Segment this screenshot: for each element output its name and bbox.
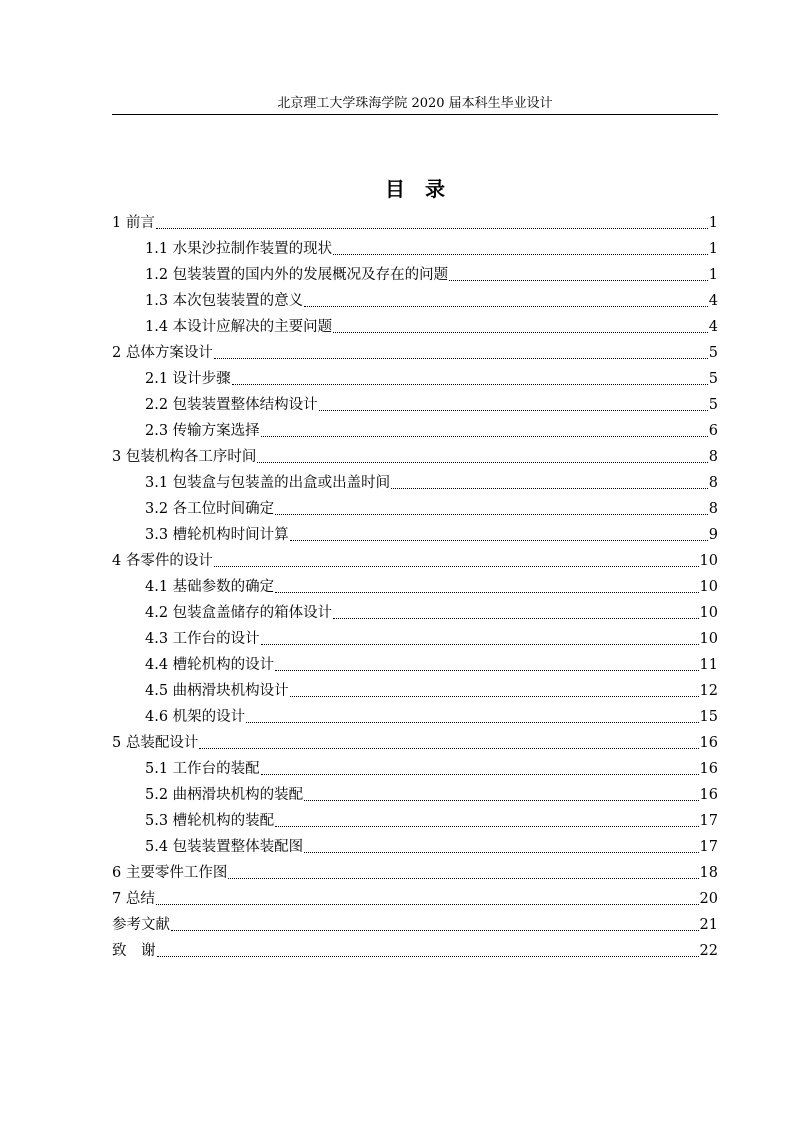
toc-entry[interactable] bbox=[112, 444, 718, 470]
toc-dot-leader bbox=[449, 280, 708, 281]
toc-entry-page: 5 bbox=[708, 345, 718, 361]
toc-entry[interactable] bbox=[112, 834, 718, 860]
toc-entry-label: 5.1 工作台的装配 bbox=[145, 761, 260, 777]
toc-entry-label: 7 总结 bbox=[112, 891, 155, 907]
toc-entry[interactable] bbox=[112, 496, 718, 522]
toc-dot-leader bbox=[257, 462, 707, 463]
toc-entry-page: 10 bbox=[699, 553, 718, 569]
toc-entry-label: 5.2 曲柄滑块机构的装配 bbox=[145, 787, 304, 803]
toc-dot-leader bbox=[261, 774, 699, 775]
toc-dot-leader bbox=[304, 852, 698, 853]
toc-dot-leader bbox=[319, 410, 708, 411]
toc-entry-page: 21 bbox=[699, 917, 718, 933]
toc-entry[interactable] bbox=[112, 600, 718, 626]
toc-entry-label: 1.3 本次包装装置的意义 bbox=[145, 293, 304, 309]
toc-entry[interactable] bbox=[112, 652, 718, 678]
toc-entry[interactable] bbox=[112, 860, 718, 886]
toc-dot-leader bbox=[275, 670, 698, 671]
toc-dot-leader bbox=[333, 618, 698, 619]
toc-entry-label: 3.1 包装盒与包装盖的出盒或出盖时间 bbox=[145, 475, 391, 491]
toc-entry-page: 11 bbox=[699, 657, 718, 673]
toc-entry-label: 4.4 槽轮机构的设计 bbox=[145, 657, 275, 673]
toc-dot-leader bbox=[199, 748, 698, 749]
toc-entry-page: 4 bbox=[708, 319, 718, 335]
toc-dot-leader bbox=[275, 592, 698, 593]
toc-entry-page: 15 bbox=[699, 709, 718, 725]
page-header: 北京理工大学珠海学院 2020 届本科生毕业设计 bbox=[277, 96, 553, 111]
toc-entry[interactable] bbox=[112, 756, 718, 782]
toc-entry-label: 1.4 本设计应解决的主要问题 bbox=[145, 319, 333, 335]
toc-entry-page: 20 bbox=[699, 891, 718, 907]
toc-entry-page: 5 bbox=[708, 397, 718, 413]
toc-entry-label: 3 包装机构各工序时间 bbox=[112, 449, 257, 465]
toc-entry[interactable] bbox=[112, 314, 718, 340]
toc-entry[interactable] bbox=[112, 236, 718, 262]
toc-entry-page: 17 bbox=[699, 813, 718, 829]
toc-dot-leader bbox=[157, 956, 699, 957]
toc-dot-leader bbox=[171, 930, 699, 931]
toc-entry-page: 12 bbox=[699, 683, 718, 699]
toc-dot-leader bbox=[246, 722, 698, 723]
toc-entry-page: 16 bbox=[699, 787, 718, 803]
toc-entry[interactable] bbox=[112, 912, 718, 938]
toc-entry[interactable] bbox=[112, 678, 718, 704]
toc-entry-page: 9 bbox=[708, 527, 718, 543]
toc-entry-page: 22 bbox=[699, 943, 718, 959]
table-of-contents bbox=[112, 210, 718, 964]
toc-entry[interactable] bbox=[112, 574, 718, 600]
toc-entry[interactable] bbox=[112, 938, 718, 964]
toc-dot-leader bbox=[304, 306, 708, 307]
toc-entry[interactable] bbox=[112, 548, 718, 574]
toc-entry-page: 10 bbox=[699, 605, 718, 621]
toc-entry-label: 3.3 槽轮机构时间计算 bbox=[145, 527, 289, 543]
toc-dot-leader bbox=[275, 826, 698, 827]
toc-entry[interactable] bbox=[112, 210, 718, 236]
toc-entry-page: 6 bbox=[708, 423, 718, 439]
toc-entry-page: 1 bbox=[708, 241, 718, 257]
toc-entry[interactable] bbox=[112, 522, 718, 548]
toc-entry-label: 4.3 工作台的设计 bbox=[145, 631, 260, 647]
toc-entry[interactable] bbox=[112, 470, 718, 496]
toc-entry-page: 1 bbox=[708, 215, 718, 231]
toc-entry[interactable] bbox=[112, 704, 718, 730]
toc-entry-page: 10 bbox=[699, 579, 718, 595]
toc-entry-page: 8 bbox=[708, 501, 718, 517]
toc-entry[interactable] bbox=[112, 886, 718, 912]
toc-entry-label: 5.3 槽轮机构的装配 bbox=[145, 813, 275, 829]
toc-entry[interactable] bbox=[112, 262, 718, 288]
header-rule bbox=[112, 114, 718, 115]
toc-dot-leader bbox=[391, 488, 708, 489]
toc-entry[interactable] bbox=[112, 288, 718, 314]
toc-entry-label: 致 谢 bbox=[112, 943, 156, 959]
toc-entry-page: 16 bbox=[699, 761, 718, 777]
toc-dot-leader bbox=[304, 800, 698, 801]
toc-entry[interactable] bbox=[112, 418, 718, 444]
toc-dot-leader bbox=[214, 358, 708, 359]
toc-entry-label: 1.1 水果沙拉制作装置的现状 bbox=[145, 241, 333, 257]
toc-entry[interactable] bbox=[112, 626, 718, 652]
toc-entry[interactable] bbox=[112, 782, 718, 808]
toc-dot-leader bbox=[261, 644, 699, 645]
toc-entry-label: 2.2 包装装置整体结构设计 bbox=[145, 397, 318, 413]
toc-dot-leader bbox=[232, 384, 708, 385]
toc-dot-leader bbox=[290, 696, 699, 697]
toc-entry-label: 6 主要零件工作图 bbox=[112, 865, 228, 881]
toc-entry[interactable] bbox=[112, 730, 718, 756]
toc-entry-page: 10 bbox=[699, 631, 718, 647]
toc-entry-label: 2.1 设计步骤 bbox=[145, 371, 231, 387]
toc-dot-leader bbox=[333, 332, 708, 333]
toc-dot-leader bbox=[290, 540, 708, 541]
toc-entry[interactable] bbox=[112, 808, 718, 834]
toc-entry-page: 8 bbox=[708, 449, 718, 465]
toc-entry-label: 5 总装配设计 bbox=[112, 735, 199, 751]
toc-entry-label: 4.6 机架的设计 bbox=[145, 709, 246, 725]
toc-entry-label: 1.2 包装装置的国内外的发展概况及存在的问题 bbox=[145, 267, 449, 283]
toc-dot-leader bbox=[261, 436, 708, 437]
toc-entry-page: 4 bbox=[708, 293, 718, 309]
toc-dot-leader bbox=[333, 254, 708, 255]
toc-entry-page: 5 bbox=[708, 371, 718, 387]
toc-entry-page: 17 bbox=[699, 839, 718, 855]
toc-entry-label: 2.3 传输方案选择 bbox=[145, 423, 260, 439]
toc-entry-label: 4.1 基础参数的确定 bbox=[145, 579, 275, 595]
toc-dot-leader bbox=[275, 514, 708, 515]
toc-entry-label: 2 总体方案设计 bbox=[112, 345, 213, 361]
toc-entry-label: 3.2 各工位时间确定 bbox=[145, 501, 275, 517]
toc-entry-page: 1 bbox=[708, 267, 718, 283]
toc-entry-label: 4.2 包装盒盖储存的箱体设计 bbox=[145, 605, 333, 621]
toc-dot-leader bbox=[156, 228, 708, 229]
toc-entry-label: 4.5 曲柄滑块机构设计 bbox=[145, 683, 289, 699]
toc-entry-page: 18 bbox=[699, 865, 718, 881]
toc-title: 目 录 bbox=[385, 177, 445, 201]
toc-dot-leader bbox=[156, 904, 699, 905]
toc-entry[interactable] bbox=[112, 366, 718, 392]
toc-entry-page: 16 bbox=[699, 735, 718, 751]
toc-entry-page: 8 bbox=[708, 475, 718, 491]
toc-dot-leader bbox=[228, 878, 698, 879]
toc-entry-label: 5.4 包装装置整体装配图 bbox=[145, 839, 304, 855]
toc-dot-leader bbox=[214, 566, 699, 567]
toc-entry[interactable] bbox=[112, 340, 718, 366]
toc-entry-label: 参考文献 bbox=[112, 917, 170, 933]
toc-entry-label: 4 各零件的设计 bbox=[112, 553, 213, 569]
toc-entry-label: 1 前言 bbox=[112, 215, 155, 231]
toc-entry[interactable] bbox=[112, 392, 718, 418]
